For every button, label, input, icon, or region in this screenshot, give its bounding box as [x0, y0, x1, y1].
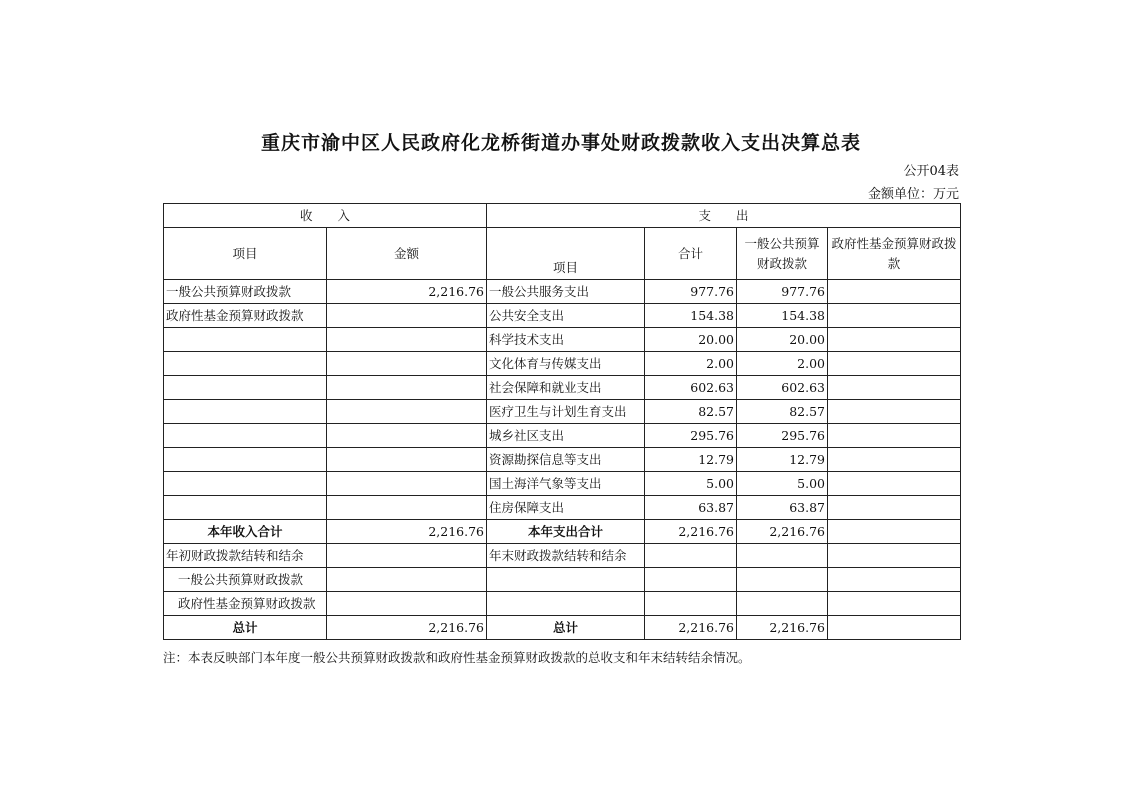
expense-total-cell: 63.87 [645, 496, 737, 520]
expense-fund-cell [828, 304, 961, 328]
table-cell [828, 544, 961, 568]
table-row [164, 472, 961, 496]
income-group-header: 收 入 [164, 204, 487, 228]
expense-grand-total-label: 总计 [487, 616, 645, 640]
table-row [164, 328, 961, 352]
table-cell [828, 568, 961, 592]
footnote: 注：本表反映部门本年度一般公共预算财政拨款和政府性基金预算财政拨款的总收支和年末结转结余情况。 [163, 650, 751, 665]
income-carry-fund: 政府性基金预算财政拨款 [164, 592, 327, 616]
table-row [164, 280, 961, 304]
expense-total-cell: 154.38 [645, 304, 737, 328]
expense-general-cell: 602.63 [737, 376, 828, 400]
expense-total-cell: 5.00 [645, 472, 737, 496]
table-cell [737, 568, 828, 592]
expense-item-cell: 公共安全支出 [487, 304, 645, 328]
income-item-cell [164, 472, 327, 496]
expense-fund-header: 政府性基金预算财政拨款 [828, 228, 961, 280]
expense-subtotal-general: 2,216.76 [737, 520, 828, 544]
table-cell [327, 592, 487, 616]
table-cell [828, 592, 961, 616]
expense-grand-total-general: 2,216.76 [737, 616, 828, 640]
budget-summary-table [163, 203, 961, 640]
income-subtotal-amount: 2,216.76 [327, 520, 487, 544]
expense-item-cell: 国土海洋气象等支出 [487, 472, 645, 496]
table-cell [487, 568, 645, 592]
table-cell [737, 592, 828, 616]
grand-total-row [164, 616, 961, 640]
income-amount-cell [327, 352, 487, 376]
expense-fund-cell [828, 472, 961, 496]
expense-item-cell: 文化体育与传媒支出 [487, 352, 645, 376]
income-amount-cell [327, 304, 487, 328]
expense-fund-cell [828, 328, 961, 352]
table-row [164, 352, 961, 376]
table-row [164, 424, 961, 448]
expense-fund-cell [828, 496, 961, 520]
group-header-row [164, 204, 961, 228]
expense-fund-cell [828, 424, 961, 448]
income-grand-total-label: 总计 [164, 616, 327, 640]
expense-general-cell: 295.76 [737, 424, 828, 448]
expense-fund-cell [828, 280, 961, 304]
expense-fund-cell [828, 448, 961, 472]
table-cell [645, 592, 737, 616]
expense-general-cell: 154.38 [737, 304, 828, 328]
income-amount-cell [327, 424, 487, 448]
expense-item-header: 项目 [487, 228, 645, 280]
expense-item-cell: 资源勘探信息等支出 [487, 448, 645, 472]
income-amount-header: 金额 [327, 228, 487, 280]
expense-subtotal-fund [828, 520, 961, 544]
expense-general-cell: 82.57 [737, 400, 828, 424]
expense-group-header: 支 出 [487, 204, 961, 228]
expense-subtotal-total: 2,216.76 [645, 520, 737, 544]
expense-grand-total-fund [828, 616, 961, 640]
table-cell [327, 544, 487, 568]
page-title: 重庆市渝中区人民政府化龙桥街道办事处财政拨款收入支出决算总表 [260, 132, 861, 154]
expense-general-cell: 977.76 [737, 280, 828, 304]
table-cell [487, 592, 645, 616]
table-cell [327, 568, 487, 592]
carry-row [164, 544, 961, 568]
expense-fund-cell [828, 352, 961, 376]
income-amount-cell [327, 472, 487, 496]
income-item-cell [164, 424, 327, 448]
income-amount-cell [327, 376, 487, 400]
income-amount-cell: 2,216.76 [327, 280, 487, 304]
income-item-cell [164, 352, 327, 376]
income-item-cell [164, 496, 327, 520]
expense-total-cell: 295.76 [645, 424, 737, 448]
expense-total-cell: 2.00 [645, 352, 737, 376]
table-cell [737, 544, 828, 568]
income-item-cell [164, 328, 327, 352]
income-item-cell [164, 448, 327, 472]
income-item-header: 项目 [164, 228, 327, 280]
income-amount-cell [327, 328, 487, 352]
expense-general-cell: 2.00 [737, 352, 828, 376]
expense-item-cell: 医疗卫生与计划生育支出 [487, 400, 645, 424]
column-header-row [164, 228, 961, 280]
carry-sub-row [164, 568, 961, 592]
income-item-cell: 政府性基金预算财政拨款 [164, 304, 327, 328]
expense-item-cell: 科学技术支出 [487, 328, 645, 352]
income-carry-label: 年初财政拨款结转和结余 [164, 544, 327, 568]
expense-total-cell: 82.57 [645, 400, 737, 424]
table-row [164, 496, 961, 520]
table-code: 公开04表 [903, 164, 959, 179]
expense-carry-label: 年末财政拨款结转和结余 [487, 544, 645, 568]
expense-fund-cell [828, 376, 961, 400]
income-item-cell: 一般公共预算财政拨款 [164, 280, 327, 304]
income-amount-cell [327, 448, 487, 472]
expense-total-cell: 20.00 [645, 328, 737, 352]
expense-total-cell: 12.79 [645, 448, 737, 472]
table-row [164, 400, 961, 424]
expense-item-cell: 住房保障支出 [487, 496, 645, 520]
expense-total-cell: 977.76 [645, 280, 737, 304]
expense-general-cell: 20.00 [737, 328, 828, 352]
table-cell [645, 568, 737, 592]
income-item-cell [164, 400, 327, 424]
income-amount-cell [327, 496, 487, 520]
expense-item-cell: 城乡社区支出 [487, 424, 645, 448]
table-cell [645, 544, 737, 568]
table-row [164, 376, 961, 400]
expense-total-header: 合计 [645, 228, 737, 280]
income-subtotal-label: 本年收入合计 [164, 520, 327, 544]
expense-general-cell: 12.79 [737, 448, 828, 472]
expense-general-cell: 63.87 [737, 496, 828, 520]
expense-subtotal-label: 本年支出合计 [487, 520, 645, 544]
income-amount-cell [327, 400, 487, 424]
subtotal-row [164, 520, 961, 544]
expense-grand-total: 2,216.76 [645, 616, 737, 640]
expense-general-cell: 5.00 [737, 472, 828, 496]
income-grand-total-amount: 2,216.76 [327, 616, 487, 640]
expense-general-header: 一般公共预算财政拨款 [737, 228, 828, 280]
income-item-cell [164, 376, 327, 400]
income-carry-general: 一般公共预算财政拨款 [164, 568, 327, 592]
amount-unit: 金额单位：万元 [867, 187, 959, 202]
expense-total-cell: 602.63 [645, 376, 737, 400]
expense-item-cell: 社会保障和就业支出 [487, 376, 645, 400]
expense-item-cell: 一般公共服务支出 [487, 280, 645, 304]
expense-fund-cell [828, 400, 961, 424]
carry-sub-row [164, 592, 961, 616]
table-row [164, 304, 961, 328]
table-row [164, 448, 961, 472]
